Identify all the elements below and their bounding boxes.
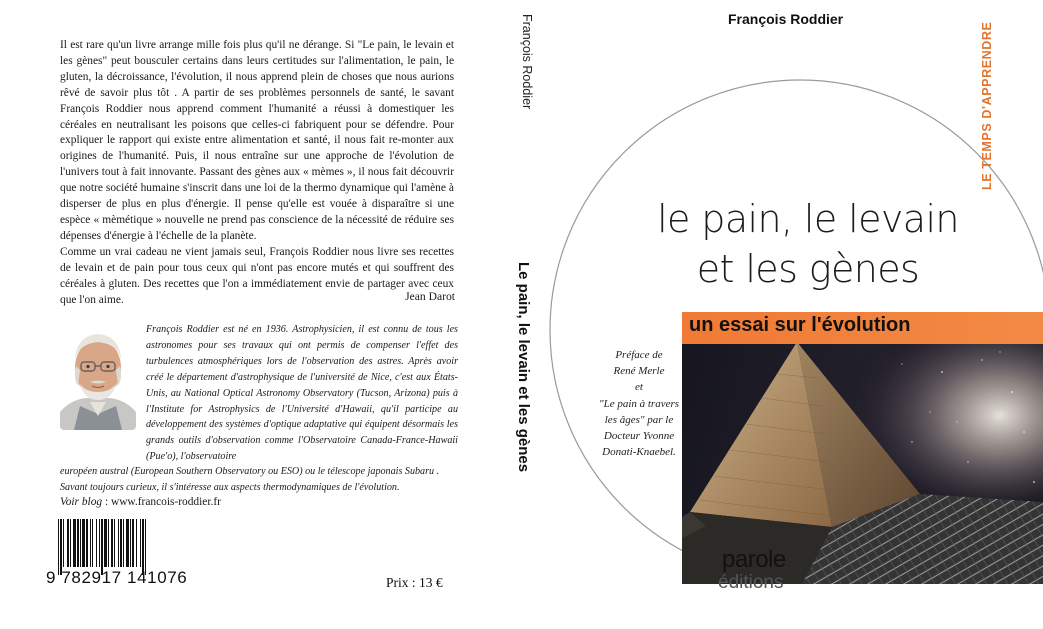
barcode-bar bbox=[140, 519, 141, 567]
blurb-paragraph: Comme un vrai cadeau ne vient jamais seul, François Roddier nous livre ses recettes de levain et de pain pour tous ceux qui n'ont pas encore mutés et qui souffrent des céréales à gluten. Des recettes que l'on a immédiatement envie de partager avec ceux que l'on aime. bbox=[60, 245, 454, 306]
spine-author: François Roddier bbox=[520, 14, 534, 110]
blurb-paragraph: Il est rare qu'un livre arrange mille fois plus qu'il ne dérange. Si "Le pain, le levain et les gènes" peut bousculer certains dans leurs certitudes sur l'alimentation, le pain, le gluten, la décroissance, l'évolution, il nous apprend plein de choses que nous aurions rêvé de savoir plus tôt . A partir de ses problèmes personnels de santé, le savant François Roddier nous apprend comment l'humanité a réussi à domestiquer les céréales en neutralisant les poisons que celles-ci fabriquent pour se défendre. Pour expliquer le rapport qui existe entre alimentation et santé, il nous fait re-monter aux origines de l'humanité. Puis, il nous entraîne sur une approche de l'évolution de l'univers tout à fait innovante. Passant des gènes aux « mèmes », il nous fait découvrir que notre société humaine s'inscrit dans une loi de la thermo dynamique qui l'amène à disperser de plus en plus d'énergie. Il pense qu'elle est vouée à disparaître si une espèce « mèmétique » nouvelle ne prend pas conscience de la nécessité de réduire ses dépenses d'énergie à l'échelle de la planète. bbox=[60, 39, 454, 242]
barcode-bar bbox=[63, 519, 64, 567]
author-bio-continuation: européen austral (European Southern Observatory ou ESO) ou le télescope japonais Subaru . Savant toujours curieux, il s'intéresse aux aspects thermodynamiques de l'évolution. bbox=[60, 466, 440, 493]
barcode-bar bbox=[80, 519, 81, 567]
barcode-bar bbox=[90, 519, 91, 567]
book-title-line-2: et les gènes bbox=[696, 247, 920, 291]
barcode-bar bbox=[60, 519, 62, 575]
barcode-bar bbox=[77, 519, 79, 567]
barcode-bar bbox=[96, 519, 97, 567]
barcode-bar bbox=[126, 519, 129, 567]
barcode-bar bbox=[70, 519, 71, 567]
preface-line: et bbox=[635, 381, 643, 394]
barcode-bar bbox=[73, 519, 76, 567]
isbn-number: 9 782917 141076 bbox=[46, 568, 188, 587]
blog-reference bbox=[60, 496, 221, 508]
barcode-bar bbox=[111, 519, 113, 567]
spine-title: Le pain, le levain et les gènes bbox=[515, 262, 532, 473]
barcode-bar bbox=[82, 519, 85, 567]
barcode-bar bbox=[132, 519, 134, 567]
barcode-bar bbox=[136, 519, 137, 567]
preface-line: Préface de bbox=[615, 349, 663, 361]
preface-line: René Merle bbox=[613, 365, 665, 378]
barcode-bar bbox=[104, 519, 107, 567]
blog-label: Voir blog bbox=[60, 496, 103, 508]
back-cover bbox=[0, 0, 500, 629]
publisher-logo-editions: éditions bbox=[718, 572, 784, 593]
preface-line: Docteur Yvonne bbox=[603, 430, 675, 443]
book-title bbox=[628, 194, 988, 294]
back-cover-blurb bbox=[60, 38, 454, 308]
barcode-bar bbox=[92, 519, 93, 567]
collection-label: LE TEMPS D'APPRENDRE bbox=[980, 21, 994, 190]
cover-author: François Roddier bbox=[728, 11, 844, 27]
preface-line: les âges" par le bbox=[604, 413, 674, 426]
barcode-bar bbox=[142, 519, 144, 575]
cover-illustration bbox=[682, 312, 1043, 584]
barcode-bar bbox=[145, 519, 146, 575]
barcode-bar bbox=[120, 519, 122, 567]
author-photo bbox=[60, 322, 136, 430]
preface-line: "Le pain à travers bbox=[598, 397, 680, 410]
price-label: Prix : 13 € bbox=[386, 575, 443, 590]
blurb-signature: Jean Darot bbox=[405, 290, 455, 303]
preface-credits bbox=[598, 347, 680, 460]
barcode-bar bbox=[118, 519, 119, 567]
barcode-bar bbox=[108, 519, 109, 567]
book-subtitle: un essai sur l'évolution bbox=[689, 314, 911, 336]
barcode-bar bbox=[99, 519, 100, 567]
front-cover bbox=[548, 0, 1043, 629]
book-spine bbox=[500, 0, 548, 629]
author-bio: François Roddier est né en 1936. Astrophysicien, il est connu de tous les astronomes pour ses travaux qui ont permis de compenser l'effet des turbulences atmosphériques lors de l'observation des astres. Après avoir créé le département d'astrophysique de l'université de Nice, c'est aux États-Unis, au National Optical Astronomy Observatory (Tucson, Arizona) puis à l'Institute for Astrophysics de l'Université d'Hawaii, qu'il participe au développement des systèmes d'optique adaptative qui équipent désormais les grands outils d'observation comme l'Observatoire Canada-France-Hawaii (Pue'o), l'observatoire bbox=[146, 324, 458, 463]
barcode-bar bbox=[67, 519, 69, 567]
barcode-bar bbox=[86, 519, 88, 567]
barcode-bar bbox=[123, 519, 124, 567]
barcode-bar bbox=[58, 519, 59, 575]
barcode-bar bbox=[130, 519, 131, 567]
blog-url[interactable]: : www.francois-roddier.fr bbox=[104, 496, 221, 508]
publisher-logo-parole: parole bbox=[722, 546, 786, 573]
barcode-bar bbox=[114, 519, 115, 567]
book-title-line-1: le pain, le levain bbox=[657, 197, 959, 241]
preface-line: Donati-Knaebel. bbox=[602, 446, 676, 459]
barcode-bar bbox=[101, 519, 103, 575]
